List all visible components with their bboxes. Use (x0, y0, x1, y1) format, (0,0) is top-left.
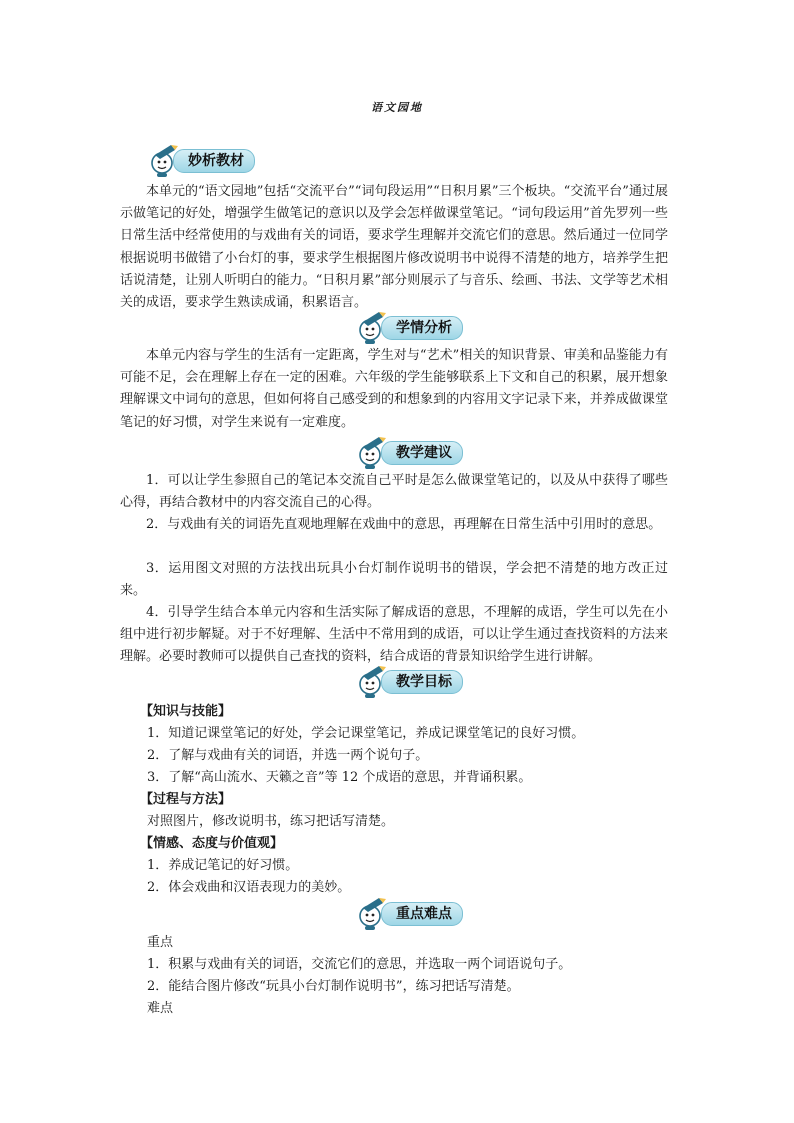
key-points-label: 重点 (147, 935, 174, 950)
section-header-learning-analysis (355, 310, 675, 344)
suggestion-item: 1．可以让学生参照自己的笔记本交流自己平时是怎么做课堂笔记的，以及从中获得了哪些心得，再结合教材中的内容交流自己的心得。 (120, 473, 668, 511)
key-point-item: 1．积累与戏曲有关的词语，交流它们的意思，并选取一两个词语说句子。 (147, 957, 572, 972)
suggestion-item: 4．引导学生结合本单元内容和生活实际了解成语的意思，不理解的成语，学生可以先在小组中进行初步解疑。对于不好理解、生活中不常用到的成语，可以让学生通过查找资料的方法来理解。必要时教师可以提供自己查找的资料，结合成语的背景知识给学生进行讲解。 (120, 605, 668, 665)
section-header-textbook-analysis (147, 143, 467, 177)
goal-item: 1．知道记课堂笔记的好处，学会记课堂笔记，养成记课堂笔记的良好习惯。 (147, 726, 585, 741)
suggestion-item: 3．运用图文对照的方法找出玩具小台灯制作说明书的错误，学会把不清楚的地方改正过来。 (120, 561, 668, 599)
section-title: 教学目标 (381, 670, 463, 694)
learning-analysis-paragraph: 本单元内容与学生的生活有一定距离，学生对与“艺术”相关的知识背景、审美和品鉴能力有可能不足，会在理解上存在一定的困难。六年级的学生能够联系上下文和自己的积累，展开想象理解课文中词句的意思，但如何将自己感受到的和想象到的内容用文字记录下来，并养成做课堂笔记的好习惯，对学生来说有一定难度。 (120, 348, 668, 430)
goal-heading-emotion: 【情感、态度与价值观】 (140, 836, 284, 851)
goal-item: 3．了解“高山流水、天籁之音”等 12 个成语的意思，并背诵积累。 (147, 770, 532, 785)
running-head: 语文园地 (371, 101, 423, 114)
section-header-teaching-goals (355, 664, 675, 698)
goal-item: 2．了解与戏曲有关的词语，并选一两个说句子。 (147, 748, 429, 763)
section-title: 重点难点 (381, 902, 463, 926)
suggestion-item: 2．与戏曲有关的词语先直观地理解在戏曲中的意思，再理解在日常生活中引用时的意思。 (146, 517, 662, 532)
section-title: 教学建议 (381, 441, 463, 465)
section-title: 妙析教材 (173, 149, 255, 173)
goal-item: 1．养成记笔记的好习惯。 (147, 858, 299, 873)
textbook-analysis-paragraph: 本单元的“语文园地”包括“交流平台”“词句段运用”“日积月累”三个板块。“交流平台”通过展示做笔记的好处，增强学生做笔记的意识以及学会怎样做课堂笔记。“词句段运用”首先罗列一些日常生活中经常使用的与戏曲有关的词语，要求学生理解并交流它们的意思。然后通过一位同学根据说明书做错了小台灯的事，要求学生根据图片修改说明书中说得不清楚的地方，培养学生把话说清楚，让别人听明白的能力。“日积月累”部分则展示了与音乐、绘画、书法、文学等艺术相关的成语，要求学生熟读成诵，积累语言。 (120, 184, 668, 311)
section-title: 学情分析 (381, 316, 463, 340)
key-point-item: 2．能结合图片修改“玩具小台灯制作说明书”，练习把话写清楚。 (147, 979, 520, 994)
difficult-points-label: 难点 (147, 1001, 174, 1016)
goal-heading-process: 【过程与方法】 (140, 792, 232, 807)
goal-item: 对照图片，修改说明书，练习把话写清楚。 (147, 814, 395, 829)
goal-heading-knowledge: 【知识与技能】 (140, 704, 232, 719)
goal-item: 2．体会戏曲和汉语表现力的美妙。 (147, 880, 351, 895)
section-header-teaching-suggestions (355, 435, 675, 469)
section-header-key-difficult-points (355, 896, 675, 930)
